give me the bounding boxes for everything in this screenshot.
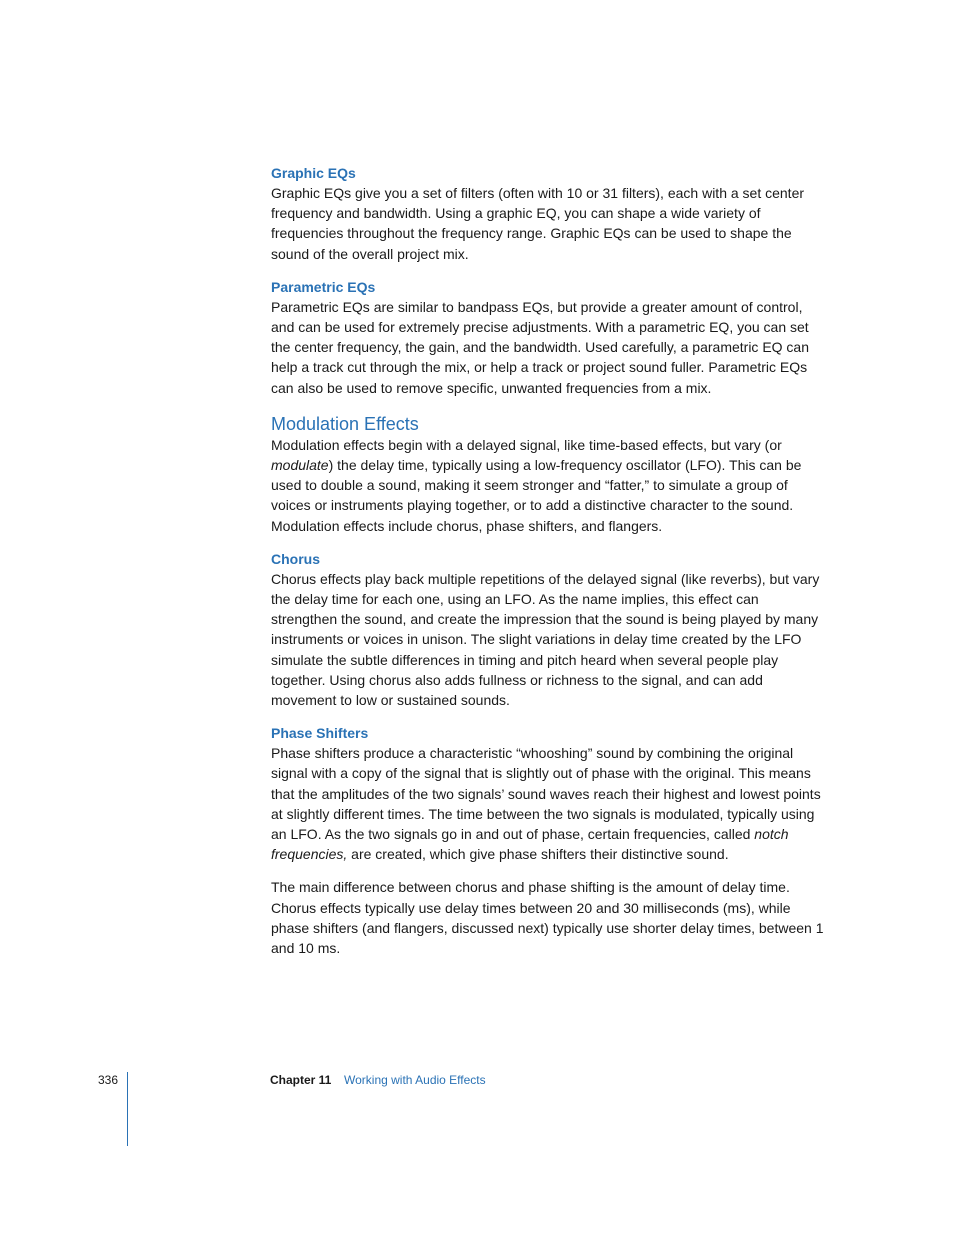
italic-term: modulate (271, 457, 329, 474)
paragraph-chorus: Chorus effects play back multiple repetitions of the delayed signal (like reverbs), but vary the delay time for each one, using an LFO. As the name implies, this effect can strengthen the sound, and create the impression that the sound is being played by many instruments or voices in unison. The slight variations in delay time created by the LFO simulate the subtle differences in timing and pitch heard when several people play together. Using chorus also adds fullness or richness to the signal, and can add movement to low or sustained sounds. (271, 570, 820, 709)
text-run: Modulation effects begin with a delayed signal, like time-based effects, but vary (or (271, 436, 782, 453)
paragraph-phase-shifters-2: The main difference between chorus and phase shifting is the amount of delay time. Chorus effects typically use delay times between 20 and 30 milliseconds (ms), while phase shifters (and flangers, discussed next) typically use shorter delay times, between 1 and 10 ms. (271, 879, 824, 957)
text-run: ) the delay time, typically using a low-frequency oscillator (LFO). This can be used to double a sound, making it seem stronger and “fatter,” to simulate a group of voices or instruments playing together, or to add a distinctive character to the sound. Modulation effects include chorus, phase shifters, and flangers. (271, 457, 802, 534)
footer-divider (127, 1072, 128, 1146)
paragraph-modulation-effects (271, 435, 827, 536)
text-run: Phase shifters produce a characteristic “whooshing” sound by combining the original signal with a copy of the signal that is slightly out of phase with the original. This means that the amplitudes of the two signals’ sound waves reach their highest and lowest points at slightly different times. The time between the two signals is modulated, typically using an LFO. As the two signals go in and out of phase, certain frequencies, called (271, 745, 821, 843)
heading-chorus: Chorus (271, 550, 320, 567)
page-number: 336 (98, 1073, 119, 1087)
page-content (271, 163, 827, 958)
italic-term: notch frequencies, (271, 826, 789, 863)
heading-graphic-eqs: Graphic EQs (271, 165, 356, 181)
heading-parametric-eqs: Parametric EQs (271, 278, 376, 295)
paragraph-parametric-eqs: Parametric EQs are similar to bandpass EQs, but provide a greater amount of control, and can be used for extremely precise adjustments. With a parametric EQ, you can set the center frequency, the gain, and the bandwidth. Used carefully, a parametric EQ can help a track cut through the mix, or help a track or project sound fuller. Parametric EQs can also be used to remove specific, unwanted frequencies from a mix. (271, 298, 810, 396)
text-run: are created, which give phase shifters their distinctive sound. (347, 846, 729, 863)
chapter-title: Working with Audio Effects (344, 1073, 486, 1087)
paragraph-phase-shifters (271, 743, 827, 864)
paragraph-graphic-eqs: Graphic EQs give you a set of filters (often with 10 or 31 filters), each with a set center frequency and bandwidth. Using a graphic EQ, you can shape a wide variety of frequencies throughout the frequency range. Graphic EQs can be used to shape the sound of the overall project mix. (271, 185, 805, 262)
heading-phase-shifters: Phase Shifters (271, 725, 369, 742)
heading-modulation-effects: Modulation Effects (271, 413, 419, 434)
chapter-label: Chapter 11 (270, 1073, 332, 1087)
